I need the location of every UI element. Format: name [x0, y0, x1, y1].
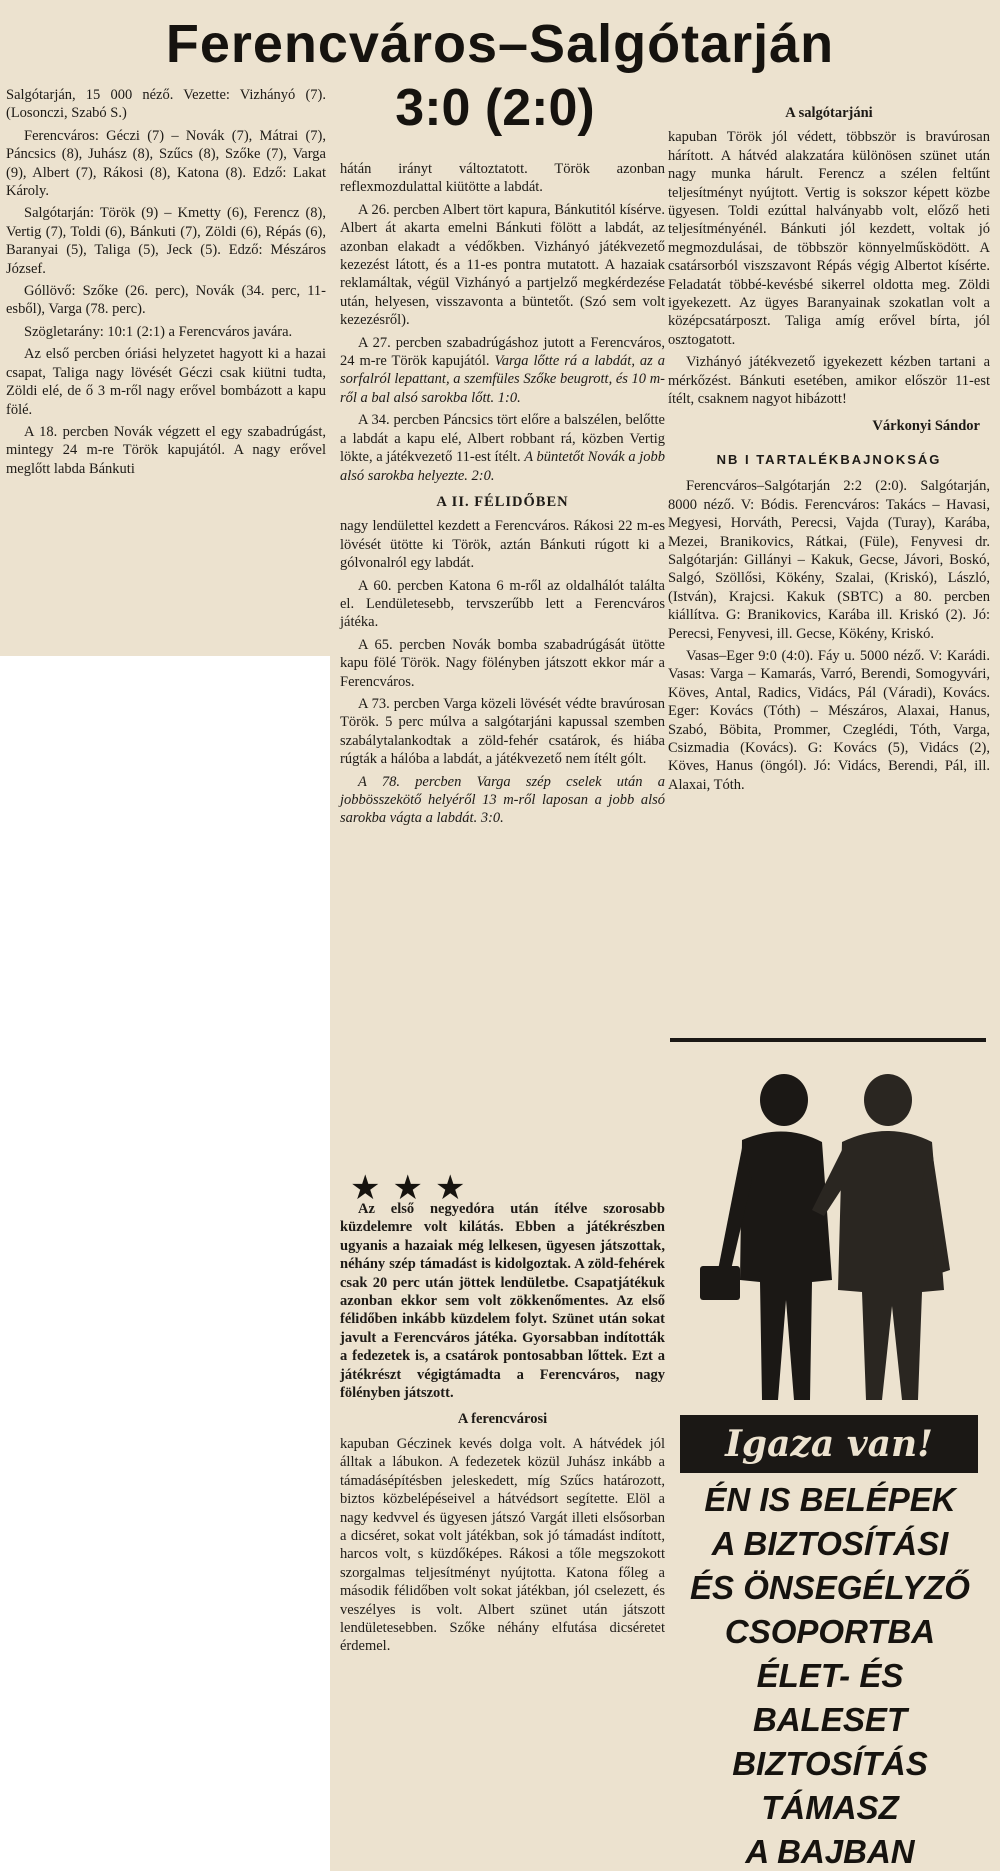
paragraph-italic: A büntetőt Novák a jobb alsó sarokba helyezte. 2:0.: [340, 449, 665, 484]
paragraph: A 26. percben Albert tört kapura, Bánkutitól kísérve. Albert át akarta emelni Bánkuti fölött a labdát, az azonban elakadt a védőkben. Vizhányó játékvezető kezezést látott, és a 11-es pontra mutatott. A hazaiak reklamáltak, végül Vizhányó a partjelző megkérdezése után, helyesen, visszavonta a büntetőt. (Szó sem volt kezezésről).: [340, 201, 665, 329]
slogan-line: ÉLET- ÉS: [756, 1657, 904, 1694]
paragraph: [340, 773, 665, 828]
two-men-illustration: [682, 1070, 978, 1410]
subheading-ferencvarosi: A ferencvárosi: [457, 1411, 548, 1428]
paragraph: kapuban Török jól védett, többször is bravúrosan hárított. A hátvéd alakzatára különösen szünet után nagy munka hárult. Ferencz a szélen feltűnt teljesítményt nyújtott. Vertig is sokszor képett közbe ügyesen. Toldi ezúttal halványabb volt, előző heti teljesítményénél. Bánkuti jól kezdett, voltak jó megmozdulásai, de többször könnyelműsködött. A csatársorból viszszavont Répás végig Albertot kísérte. Feladatát többé-kevésbé sikerrel oldotta meg. Zöldi igyekezett. Az ügyes Baranyainak szokatlan volt a középcsatárposzt. Taliga amíg erővel bírta, jól osztogatott.: [668, 129, 990, 348]
paragraph-text: A 27. percben szabadrúgáshoz jutott a Ferencváros, 24 m-re Török kapujától.: [340, 334, 665, 370]
insurance-advertisement: [672, 1050, 988, 1870]
paragraph: A 73. percben Varga közeli lövését védte bravúrosan Török. 5 perc múlva a salgótarjáni kapussal szemben szabálytalankodtak a zöld-fehér csatárok, és hiába rúgták a hálóba a labdát, a játékvezető nem ítélt gólt.: [340, 695, 665, 768]
author-signature: Várkonyi Sándor: [872, 417, 980, 434]
slogan-line: A BIZTOSÍTÁSI: [711, 1525, 949, 1562]
paragraph: A 60. percben Katona 6 m-ről az oldalhálót találta el. Lendületesebb, tervszerűbb lett a Ferencváros játéka.: [340, 577, 665, 631]
paragraph: [340, 334, 665, 408]
paragraph: Vizhányó játékvezető igyekezett kézben tartani a mérkőzést. Bánkuti esetében, amikor először 11-est ítélt, csaknem nagyot hibázott!: [668, 354, 990, 408]
summary-paragraph: Az első negyedóra után ítélve szorosabb küzdelemre volt kilátás. Ebben a játékrészben ugyanis a hazaiak még lelkesen, ügyesen játszottak, néhány szép támadást is kidolgoztak. A zöld-fehérek csak 20 perc után jöttek lendületbe. Csapatjátékuk azonban ekkor sem volt zökkenőmentes. Az első félidőben inkább küzdelem folyt. Szünet után sokat javult a Ferencváros játéka. Gyorsabban indították a fedezetek is, a csatárok pontosabban lőttek. Ezt a játékrészt végigtámadta a Ferencváros, nagy fölényben játszott.: [340, 1201, 665, 1402]
paragraph: nagy lendülettel kezdett a Ferencváros. Rákosi 22 m-es lövését ütötte ki Török, aztán Bánkuti rúgott ki a gólvonalról egy labdát.: [340, 518, 665, 572]
star-separator: ★★★: [350, 1170, 478, 1207]
man-right-silhouette: [812, 1074, 950, 1400]
column-1: [6, 86, 326, 482]
paragraph: Az első percben óriási helyzetet hagyott ki a hazai csapat, Taliga nagy lövését Géczi csak kiütni tudta, Zöldi elé, de ő 3 m-ről nagy erővel bombázott a kapu fölé.: [6, 346, 326, 418]
slogan-line: TÁMASZ: [761, 1789, 899, 1826]
paragraph-italic: Varga lőtte rá a labdát, az a sorfalról lepattant, a szemfüles Szőke beugrott, és 10 m-ről a bal alsó sarokba lőtt. 1:0.: [340, 353, 665, 406]
reserve-match-result: Ferencváros–Salgótarján 2:2 (2:0). Salgótarján, 8000 néző. V: Bódis. Ferencváros: Takács – Havasi, Megyesi, Horváth, Perecsi, Vajda (Turay), Karába, Mezei, Branikovics, Rátkai, (Füle), Fenyvesi dr. Salgótarján: Gillányi – Kakuk, Gecse, Jávori, Boskó, Salgó, Szöllősi, Kökény, Szalai, (Kriskó), László, (István), Krajcsi. Kakuk (SBTC) a 80. percben kiállítva. G: Branikovics, Karába ill. Kriskó (2). Jó: Perecsi, Fenyvesi, ill. Gecse, Kökény, Kriskó.: [668, 478, 990, 642]
column-2: [340, 160, 665, 832]
match-info: Salgótarján, 15 000 néző. Vezette: Vizhányó (7). (Losonczi, Szabó S.): [6, 87, 326, 122]
paragraph: hátán irányt változtatott. Török azonban reflexmozdulattal kiütötte a labdát.: [340, 161, 665, 196]
paragraph-italic: A 78. percben Varga szép cselek után a jobbösszekötő helyéről 13 m-ről laposan a jobb alsó sarokba vágta a labdát. 3:0.: [340, 773, 665, 827]
subheading-second-half: A II. FÉLIDŐBEN: [436, 493, 569, 510]
paragraph: kapuban Géczinek kevés dolga volt. A hátvédek jól álltak a lábukon. A fedezetek közül Juhász inkább a támadásépítésben jeleskedett, míg Szűcs határozott, biztos közbelépéseivel a hátvédsort segítette. Elöl a nagy kedvvel és ügyesen játszó Vargát illeti elsősorban a dicséret, sokat volt játékban, sok jó támadást indított, harcos volt, s küzdőképes. Rákosi a tőle megszokott szorgalmas teljesítményt nyújtotta. Katona főleg a második félidőben volt sokat játékban, jól cselezett, és veszélyes is volt. Albert szünet után játszott lendületesebben. Szőke néhány elfutása dicséretet érdemel.: [340, 1435, 665, 1655]
man-left-silhouette: [700, 1074, 832, 1400]
section-heading-reserve-league: NB I TARTALÉKBAJNOKSÁG: [716, 451, 942, 467]
ad-divider: [670, 1038, 986, 1042]
subheading-salgotarjani: A salgótarjáni: [785, 105, 873, 121]
lineup-salgotarjan: Salgótarján: Török (9) – Kmetty (6), Ferencz (8), Vertig (7), Toldi (6), Bánkuti (7), Zöldi (6), Répás (6), Baranyai (5), Taliga (5), Jeck (5). Edző: Mészáros József.: [6, 205, 326, 277]
headline: Ferencváros–Salgótarján: [165, 14, 835, 74]
paragraph: [340, 411, 665, 485]
paragraph-text: A 34. percben Páncsics tört előre a balszélen, belőtte a labdát a kapu elé, Albert robbant rá, közben Vertig lökte, a játékvezető 11-est ítélt.: [340, 412, 665, 466]
lineup-ferencvaros: Ferencváros: Géczi (7) – Novák (7), Mátrai (7), Páncsics (8), Juhász (8), Szűcs (8), Szőke (7), Varga (9), Albert (7), Rákosi (8), Katona (8). Edző: Lakat Károly.: [6, 127, 326, 200]
goalscorers: Góllövő: Szőke (26. perc), Novák (34. perc, 11-esből), Varga (78. perc).: [6, 283, 326, 318]
slogan-line: ÉN IS BELÉPEK: [704, 1481, 956, 1518]
score: 3:0 (2:0): [395, 79, 595, 137]
ad-slogan: [672, 1478, 988, 1874]
ad-tagline: Igaza van!: [680, 1415, 978, 1473]
slogan-line: ÉS ÖNSEGÉLYZŐ: [690, 1569, 970, 1606]
corner-ratio: Szögletarány: 10:1 (2:1) a Ferencváros javára.: [24, 323, 293, 340]
column-3: [668, 96, 990, 798]
slogan-line: A BAJBAN: [745, 1833, 915, 1870]
slogan-line: BIZTOSÍTÁS: [732, 1745, 928, 1782]
slogan-line: BALESET: [752, 1701, 907, 1738]
reserve-match-result: Vasas–Eger 9:0 (4:0). Fáy u. 5000 néző. V: Karádi. Vasas: Varga – Kamarás, Varró, Berendi, Somogyvári, Köves, Antal, Radics, Vidács, Pál (Váradi), Kovács. Eger: Kovács (Tóth) – Mészáros, Alaxai, Hanus, Szabó, Böbita, Prommer, Czeglédi, Tóth, Varga, Csizmadia (Kovács). G: Kovács (5), Vidács (2), Köves, Hanus (öngól). Jó: Vidács, Berendi, Pál, ill. Alaxai, Tóth.: [668, 647, 990, 793]
paragraph: A 18. percben Novák végzett el egy szabadrúgást, mintegy 24 m-re Török kapujától. A nagy erővel meglőtt labda Bánkuti: [6, 423, 326, 477]
slogan-line: CSOPORTBA: [724, 1613, 936, 1650]
paragraph: A 65. percben Novák bomba szabadrúgását ütötte kapu fölé Török. Nagy fölényben játszott ekkor már a Ferencváros.: [340, 636, 665, 690]
column-2-summary: [340, 1200, 665, 1660]
